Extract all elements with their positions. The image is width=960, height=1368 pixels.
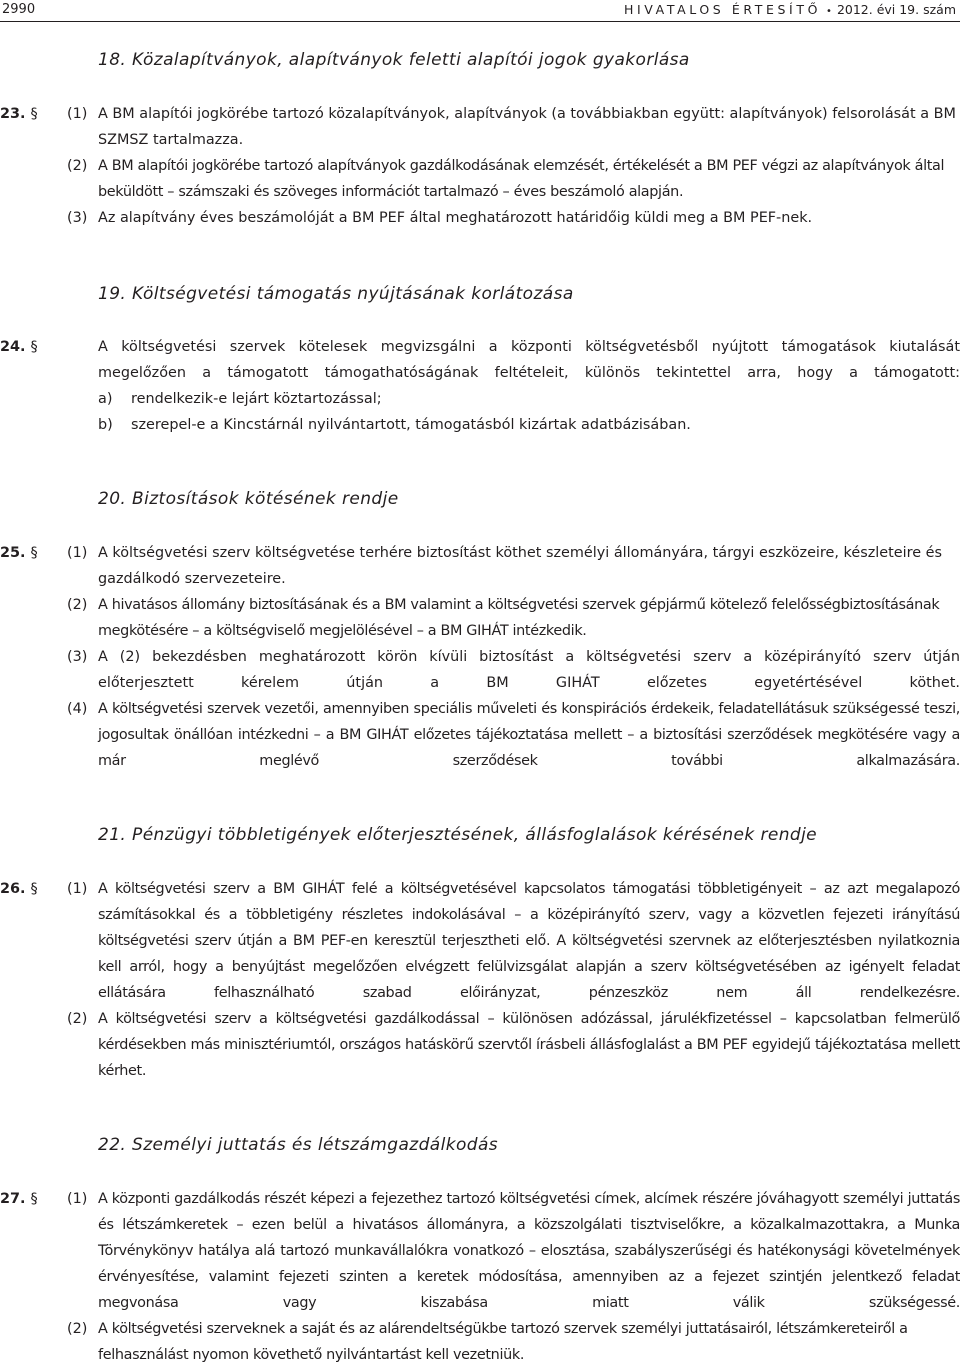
issue-label: 2012. évi 19. szám <box>836 2 956 17</box>
paragraph-number: (1) <box>67 881 88 897</box>
list-item-text: szerepel-e a Kincstárnál nyilvántartott, támogatásból kizártak adatbázisában. <box>131 417 691 433</box>
article-number: 24. § <box>0 339 38 355</box>
section-sign: § <box>30 106 38 122</box>
paragraph-text: A költségvetési szervek vezetői, amennyiben speciális műveleti és konspirációs érdekeik, feladatellátásuk szükségessé teszi, jogosultak önállóan intézkedni – a BM GIHÁT előzetes tájékoztatása mellett – a biztosítási szerződések megkötésére vagy a már meglévő szerződések további alkalmazására. <box>98 701 960 769</box>
list-item-text: rendelkezik-e lejárt köztartozással; <box>131 391 382 407</box>
separator-bullet: • <box>826 6 832 17</box>
paragraph-number: (2) <box>67 1321 88 1337</box>
section-heading: 21. Pénzügyi többletigények előterjesztésének, állásfoglalások kérésének rendje <box>98 825 818 845</box>
paragraph-text: A (2) bekezdésben meghatározott körön kívüli biztosítást a költségvetési szerv a középirányító szerv útján előterjesztett kérelem útján a BM GIHÁT előzetes egyetértésével köthet. <box>98 649 960 691</box>
section-heading: 19. Költségvetési támogatás nyújtásának korlátozása <box>98 284 574 304</box>
article-number: 27. § <box>0 1191 38 1207</box>
paragraph-number: (3) <box>67 210 88 226</box>
journal-title: HIVATALOS ÉRTESÍTŐ <box>624 2 822 17</box>
paragraph-text: Az alapítvány éves beszámolóját a BM PEF által meghatározott határidőig küldi meg a BM PEF-nek. <box>98 210 813 226</box>
article-number: 25. § <box>0 545 38 561</box>
paragraph-number: (2) <box>67 597 88 613</box>
paragraph-text: A központi gazdálkodás részét képezi a fejezethez tartozó költségvetési címek, alcímek részére jóváhagyott személyi juttatás és létszámkeretek – ezen belül a hivatásos állományra, a közszolgálati tisztviselőkre, a közalkalmazottakra, a Munka Törvénykönyv hatálya alá tartozó munkavállalókra vonatkozó – elosztása, szabályszerűségi és hatékonysági követelmények érvényesítése, valamint fejezeti szinten a keretek módosítása, amennyiben az a fejezet szintjén jelentkező feladat megvonása vagy kiszabása miatt válik szükségessé. <box>98 1191 960 1311</box>
paragraph-number: (4) <box>67 701 88 717</box>
paragraph-number: (1) <box>67 1191 88 1207</box>
section-sign: § <box>30 881 38 897</box>
section-sign: § <box>30 1191 38 1207</box>
paragraph-number: (3) <box>67 649 88 665</box>
paragraph-number: (2) <box>67 1011 88 1027</box>
section-sign: § <box>30 545 38 561</box>
section-sign: § <box>30 339 38 355</box>
paragraph-text: A BM alapítói jogkörébe tartozó közalapítványok, alapítványok (a továbbiakban együtt: alapítványok) felsorolását a BM SZMSZ tartalmazza. <box>98 106 956 148</box>
paragraph-text: A költségvetési szerv költségvetése terhére biztosítást köthet személyi állományára, tárgyi eszközeire, készleteire és gazdálkodó szervezeteire. <box>98 545 942 587</box>
page-header <box>0 0 960 26</box>
paragraph-number: (1) <box>67 106 88 122</box>
paragraph-text: A költségvetési szerv a költségvetési gazdálkodással – különösen adózással, járulékfizetéssel – kapcsolatban felmerülő kérdésekben más minisztériumtól, országos hatáskörű szervtől írásbeli állásfoglalást a BM PEF egyidejű tájékoztatása mellett kérhet. <box>98 1011 960 1079</box>
article-number: 23. § <box>0 106 38 122</box>
article-number: 26. § <box>0 881 38 897</box>
journal-info <box>624 2 956 17</box>
page-number: 2990 <box>2 2 36 17</box>
paragraph-number: (2) <box>67 158 88 174</box>
paragraph-text: A költségvetési szerv a BM GIHÁT felé a költségvetésével kapcsolatos támogatási többletigényeit – az azt megalapozó számításokkal és a többletigény részletes indokolásával – a középirányító szerv, vagy a közvetlen fejezeti irányítású költségvetési szerv útján a BM PEF-en keresztül terjesztheti elő. A költségvetési szervnek az előterjesztésben nyilatkoznia kell arról, hogy a benyújtást megelőzően elvégzett felülvizsgálat alapján a szerv költségvetésében az igényelt feladat ellátására felhasználható szabad előirányzat, pénzeszköz nem áll rendelkezésre. <box>98 881 960 1001</box>
section-heading: 20. Biztosítások kötésének rendje <box>98 489 399 509</box>
section-heading: 18. Közalapítványok, alapítványok feletti alapítói jogok gyakorlása <box>98 50 690 70</box>
header-rule <box>0 21 960 22</box>
list-label: b) <box>98 417 113 433</box>
paragraph-text: A költségvetési szerveknek a saját és az alárendeltségükbe tartozó szervek személyi juttatásairól, létszámkereteiről a felhasználást nyomon követhető nyilvántartást kell vezetniük. <box>98 1321 908 1363</box>
paragraph-text: A BM alapítói jogkörébe tartozó alapítványok gazdálkodásának elemzését, értékelését a BM PEF végzi az alapítványok által beküldött – számszaki és szöveges információt tartalmazó – éves beszámoló alapján. <box>98 158 945 200</box>
section-heading: 22. Személyi juttatás és létszámgazdálkodás <box>98 1135 499 1155</box>
list-label: a) <box>98 391 113 407</box>
paragraph-text: A hivatásos állomány biztosításának és a BM valamint a költségvetési szervek gépjármű kötelező felelősségbiztosításának megkötésére – a költségviselő megjelölésével – a BM GIHÁT intézkedik. <box>98 597 940 639</box>
article-intro: A költségvetési szervek kötelesek megvizsgálni a központi költségvetésből nyújtott támogatások kiutalását megelőzően a támogatott támogathatóságának feltételeit, különös tekintettel arra, hogy a támogatott: <box>98 339 960 381</box>
paragraph-number: (1) <box>67 545 88 561</box>
